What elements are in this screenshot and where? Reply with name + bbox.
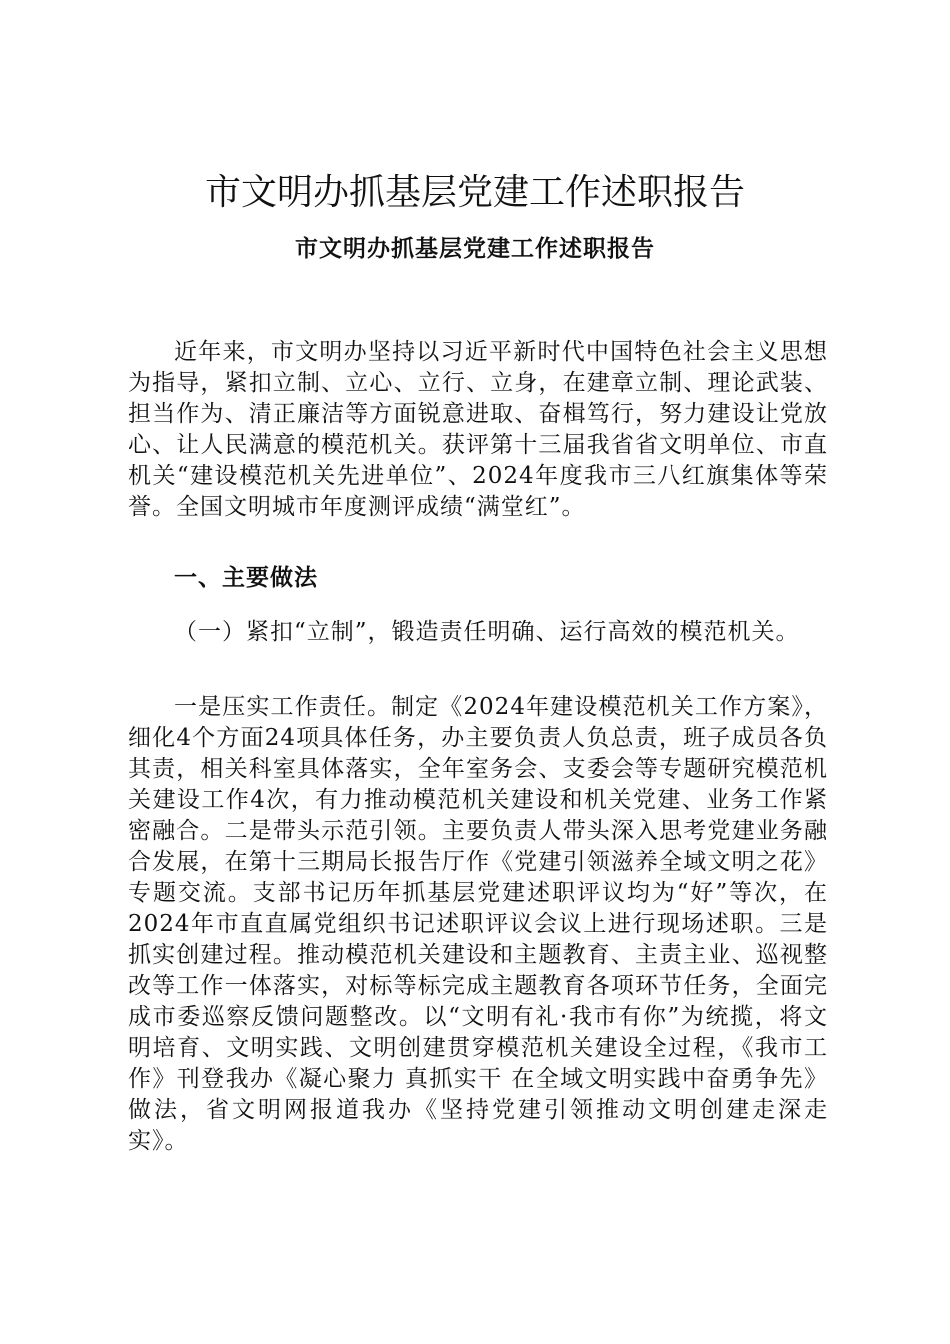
intro-paragraph: 近年来，市文明办坚持以习近平新时代中国特色社会主义思想为指导，紧扣立制、立心、立行、立身，在建章立制、理论武装、担当作为、清正廉洁等方面锐意进取、奋楫笃行，努力建设让党放心、让人民满意的模范机关。获评第十三届我省省文明单位、市直机关“建设模范机关先进单位”、2024年度我市三八红旗集体等荣誉。全国文明城市年度测评成绩“满堂红”。	[128, 339, 828, 520]
subsection-body-paragraph: 一是压实工作责任。制定《2024年建设模范机关工作方案》，细化4个方面24项具体任务，办主要负责人负总责，班子成员各负其责，相关科室具体落实，全年室务会、支委会等专题研究模范机关建设工作4次，有力推动模范机关建设和机关党建、业务工作紧密融合。二是带头示范引领。主要负责人带头深入思考党建业务融合发展，在第十三期局长报告厅作《党建引领滋养全域文明之花》专题交流。支部书记历年抓基层党建述职评议均为“好”等次，在2024年市直直属党组织书记述职评议会议上进行现场述职。三是抓实创建过程。推动模范机关建设和主题教育、主责主业、巡视整改等工作一体落实，对标等标完成主题教育各项环节任务，全面完成市委巡察反馈问题整改。以“文明有礼·我市有你”为统揽，将文明培育、文明实践、文明创建贯穿模范机关建设全过程，《我市工作》刊登我办《凝心聚力 真抓实干 在全域文明实践中奋勇争先》做法，省文明网报道我办《坚持党建引领推动文明创建走深走实》。	[128, 694, 828, 1154]
document-subtitle: 市文明办抓基层党建工作述职报告	[295, 235, 655, 262]
section-heading: 一、主要做法	[174, 564, 318, 591]
subsection-heading: （一）紧扣“立制”，锻造责任明确、运行高效的模范机关。	[174, 619, 800, 645]
document-title: 市文明办抓基层党建工作述职报告	[204, 172, 745, 213]
